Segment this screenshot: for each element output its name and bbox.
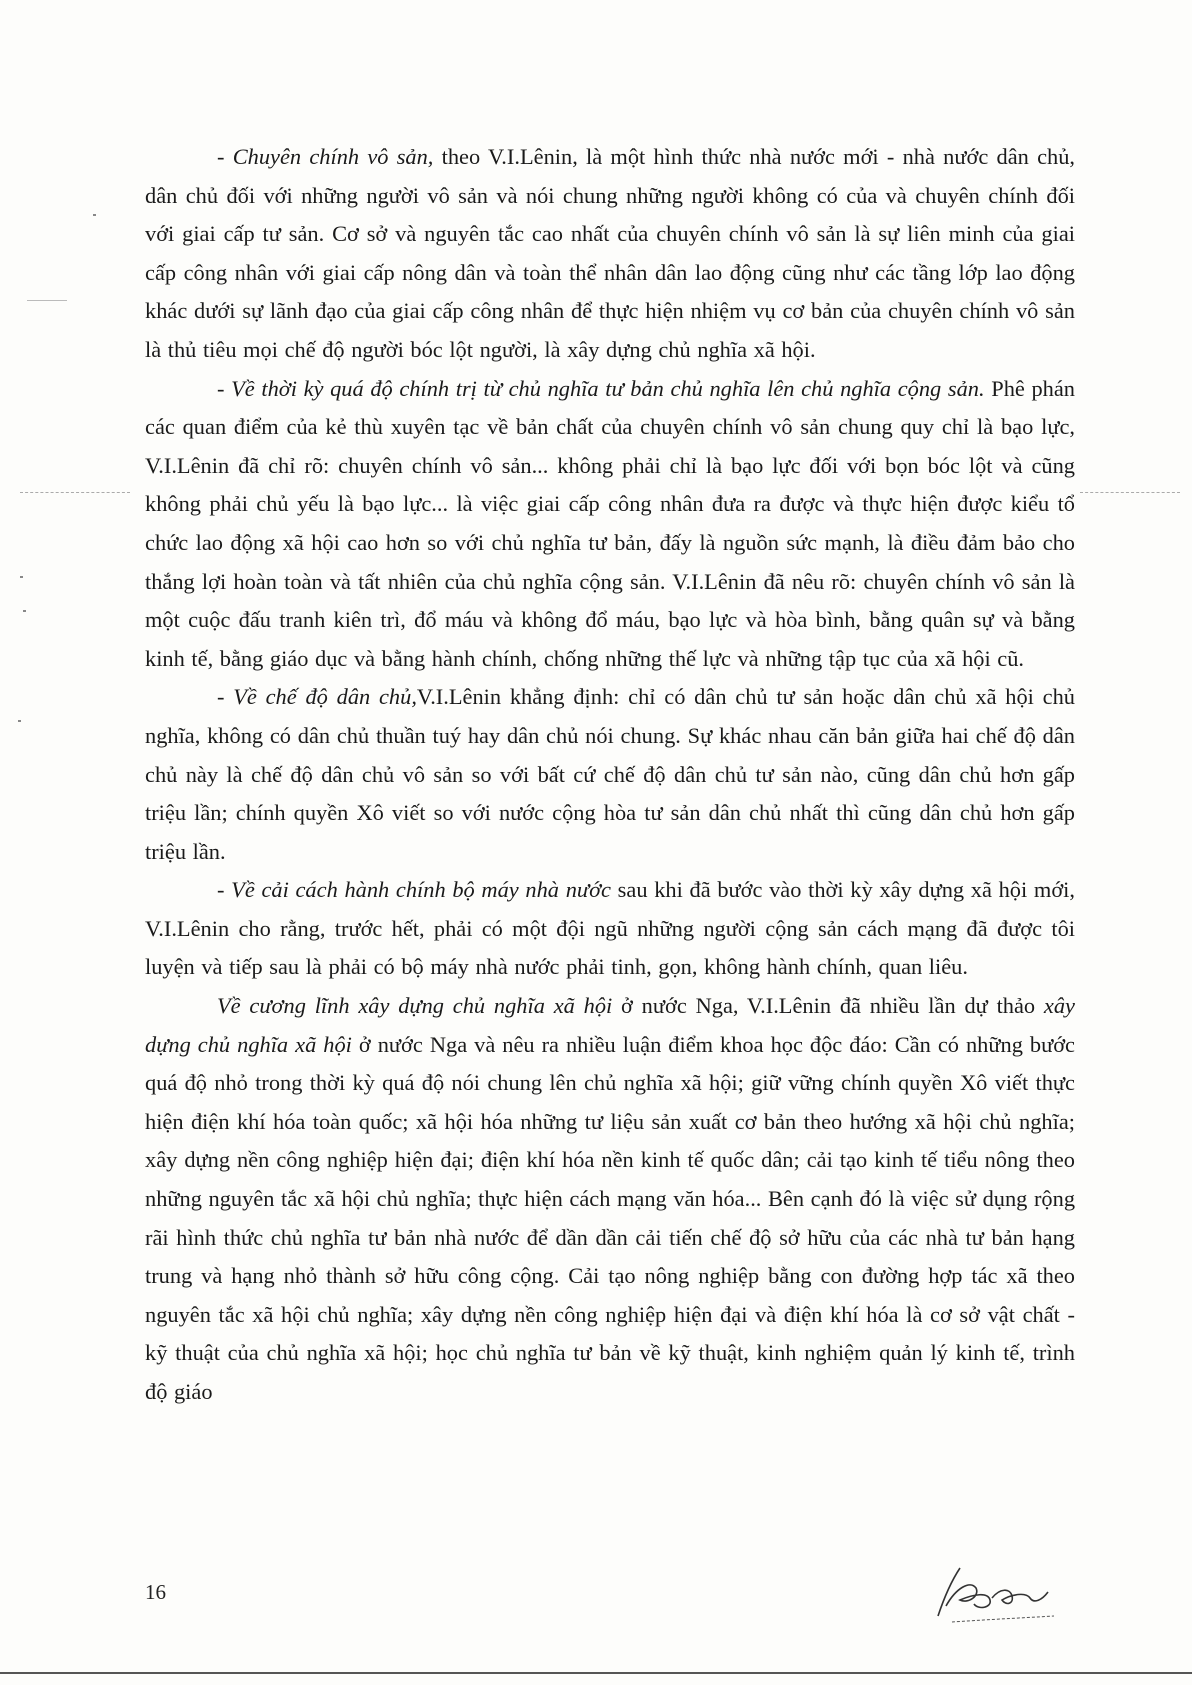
paragraph-body: V.I.Lênin khẳng định: chỉ có dân chủ tư sản hoặc dân chủ xã hội chủ nghĩa, không có dân chủ thuần tuý hay dân chủ nói chung. Sự khác nhau căn bản giữa hai chế độ dân chủ này là chế độ dân chủ vô sản so với bất cứ chế độ dân chủ tư sản nào, cũng dân chủ hơn gấp triệu lần; chính quyền Xô viết so với nước cộng hòa tư sản dân chủ nhất thì cũng dân chủ hơn gấp triệu lần. xyxy=(145,684,1075,864)
scan-speck xyxy=(23,610,26,612)
page-number: 16 xyxy=(145,1580,166,1604)
scan-dash-line xyxy=(1080,492,1180,494)
paragraph-transition-period: - Về thời kỳ quá độ chính trị từ chủ nghĩa tư bản chủ nghĩa lên chủ nghĩa cộng sản. Phê phán các quan điểm của kẻ thù xuyên tạc về bản chất của chuyên chính vô sản chung quy chỉ là bạo lực, V.I.Lênin đã chỉ rõ: chuyên chính vô sản... không phải chỉ là bạo lực đối với bọn bóc lột và cũng không phải chủ yếu là bạo lực... là việc giai cấp công nhân đưa ra được và thực hiện được kiểu tổ chức lao động xã hội cao hơn so với chủ nghĩa tư bản, đấy là nguồn sức mạnh, là điều đảm bảo cho thắng lợi hoàn toàn và tất nhiên của chủ nghĩa cộng sản. V.I.Lênin đã nêu rõ: chuyên chính vô sản là một cuộc đấu tranh kiên trì, đổ máu và không đổ máu, bạo lực và hòa bình, bằng quân sự và bằng kinh tế, bằng giáo dục và bằng hành chính, chống những thế lực và những tập tục của xã hội cũ. xyxy=(145,375,1075,671)
paragraph-lead-italic: Về cương lĩnh xây dựng chủ nghĩa xã hội xyxy=(217,993,613,1019)
paragraph-lead-italic: Chuyên chính vô sản, xyxy=(232,144,434,169)
paragraph-proletarian-dictatorship: - Chuyên chính vô sản, theo V.I.Lênin, là một hình thức nhà nước mới - nhà nước dân chủ, dân chủ đối với những người vô sản và nói chung những người không có của và chuyên chính đối với giai cấp tư sản. Cơ sở và nguyên tắc cao nhất của chuyên chính vô sản là sự liên minh của giai cấp công nhân với giai cấp nông dân và toàn thể nhân dân lao động cũng như các tầng lớp lao động khác dưới sự lãnh đạo của giai cấp công nhân để thực hiện nhiệm vụ cơ bản của chuyên chính vô sản là thủ tiêu mọi chế độ người bóc lột người, là xây dựng chủ nghĩa xã hội. xyxy=(145,144,1075,362)
scan-speck xyxy=(20,576,23,578)
document-body xyxy=(145,138,1075,1412)
paragraph-lead-italic: Về cải cách hành chính bộ máy nhà nước xyxy=(231,877,611,903)
paragraph-body: theo V.I.Lênin, là một hình thức nhà nước mới - nhà nước dân chủ, dân chủ đối với những người vô sản và nói chung những người không có của và chuyên chính đối với giai cấp tư sản. Cơ sở và nguyên tắc cao nhất của chuyên chính vô sản là sự liên minh của giai cấp công nhân với giai cấp nông dân và toàn thể nhân dân lao động cũng như các tầng lớp lao động khác dưới sự lãnh đạo của giai cấp công nhân để thực hiện nhiệm vụ cơ bản của chuyên chính vô sản là thủ tiêu mọi chế độ người bóc lột người, là xây dựng chủ nghĩa xã hội. xyxy=(145,144,1075,362)
paragraph-body: ở nước Nga và nêu ra nhiều luận điểm khoa học độc đáo: Cần có những bước quá độ nhỏ trong thời kỳ quá độ nói chung lên chủ nghĩa xã hội; giữ vững chính quyền Xô viết thực hiện điện khí hóa toàn quốc; xã hội hóa những tư liệu sản xuất cơ bản theo hướng xã hội chủ nghĩa; xây dựng nền công nghiệp hiện đại; điện khí hóa nền kinh tế quốc dân; cải tạo kinh tế tiểu nông theo những nguyên tắc xã hội chủ nghĩa; thực hiện cách mạng văn hóa... Bên cạnh đó là việc sử dụng rộng rãi hình thức chủ nghĩa tư bản nhà nước để dần dần cải tiến chế độ sở hữu của các nhà tư bản hạng trung và hạng nhỏ thành sở hữu công cộng. Cải tạo nông nghiệp bằng con đường hợp tác xã theo nguyên tắc xã hội chủ nghĩa; xây dựng nền công nghiệp hiện đại và điện khí hóa là cơ sở vật chất - kỹ thuật của chủ nghĩa xã hội; học chủ nghĩa tư bản về kỹ thuật, kinh nghiệm quản lý kinh tế, trình độ giáo xyxy=(145,1031,1076,1404)
paragraph-lead-italic: Về chế độ dân chủ, xyxy=(233,684,417,710)
paragraph-administrative-reform: - Về cải cách hành chính bộ máy nhà nước sau khi đã bước vào thời kỳ xây dựng xã hội mới, V.I.Lênin cho rằng, trước hết, phải có một đội ngũ những người cộng sản cách mạng đã được tôi luyện và tiếp sau là phải có bộ máy nhà nước phải tinh, gọn, không hành chính, quan liêu. xyxy=(145,877,1075,980)
paragraph-socialist-program xyxy=(145,987,1075,1412)
handwritten-signature xyxy=(930,1558,1070,1628)
scan-speck xyxy=(93,214,96,216)
scan-dash-line xyxy=(20,492,130,494)
page-bottom-border xyxy=(0,1672,1192,1674)
scan-speck xyxy=(27,300,67,301)
paragraph-inline-italic: xây dựng chủ nghĩa xã hội xyxy=(145,993,1075,1057)
paragraph-body-part: ở nước Nga, V.I.Lênin đã nhiều lần dự thảo xyxy=(612,993,1044,1019)
scan-speck xyxy=(18,720,21,722)
paragraph-lead-italic: Về thời kỳ quá độ chính trị từ chủ nghĩa tư bản chủ nghĩa lên chủ nghĩa cộng sản. xyxy=(231,375,985,401)
paragraph-body: Phê phán các quan điểm của kẻ thù xuyên tạc về bản chất của chuyên chính vô sản chung quy chỉ là bạo lực, V.I.Lênin đã chỉ rõ: chuyên chính vô sản... không phải chỉ là bạo lực đối với bọn bóc lột và cũng không phải chủ yếu là bạo lực... là việc giai cấp công nhân đưa ra được và thực hiện được kiểu tổ chức lao động xã hội cao hơn so với chủ nghĩa tư bản, đấy là nguồn sức mạnh, là điều đảm bảo cho thắng lợi hoàn toàn và tất nhiên của chủ nghĩa cộng sản. V.I.Lênin đã nêu rõ: chuyên chính vô sản là một cuộc đấu tranh kiên trì, đổ máu và không đổ máu, bạo lực và hòa bình, bằng quân sự và bằng kinh tế, bằng giáo dục và bằng hành chính, chống những thế lực và những tập tục của xã hội cũ. xyxy=(145,375,1075,671)
paragraph-body: sau khi đã bước vào thời kỳ xây dựng xã hội mới, V.I.Lênin cho rằng, trước hết, phải có một đội ngũ những người cộng sản cách mạng đã được tôi luyện và tiếp sau là phải có bộ máy nhà nước phải tinh, gọn, không hành chính, quan liêu. xyxy=(145,877,1075,980)
paragraph-democracy: - Về chế độ dân chủ,V.I.Lênin khẳng định: chỉ có dân chủ tư sản hoặc dân chủ xã hội chủ nghĩa, không có dân chủ thuần tuý hay dân chủ nói chung. Sự khác nhau căn bản giữa hai chế độ dân chủ này là chế độ dân chủ vô sản so với bất cứ chế độ dân chủ tư sản nào, cũng dân chủ hơn gấp triệu lần; chính quyền Xô viết so với nước cộng hòa tư sản dân chủ nhất thì cũng dân chủ hơn gấp triệu lần. xyxy=(145,684,1075,864)
